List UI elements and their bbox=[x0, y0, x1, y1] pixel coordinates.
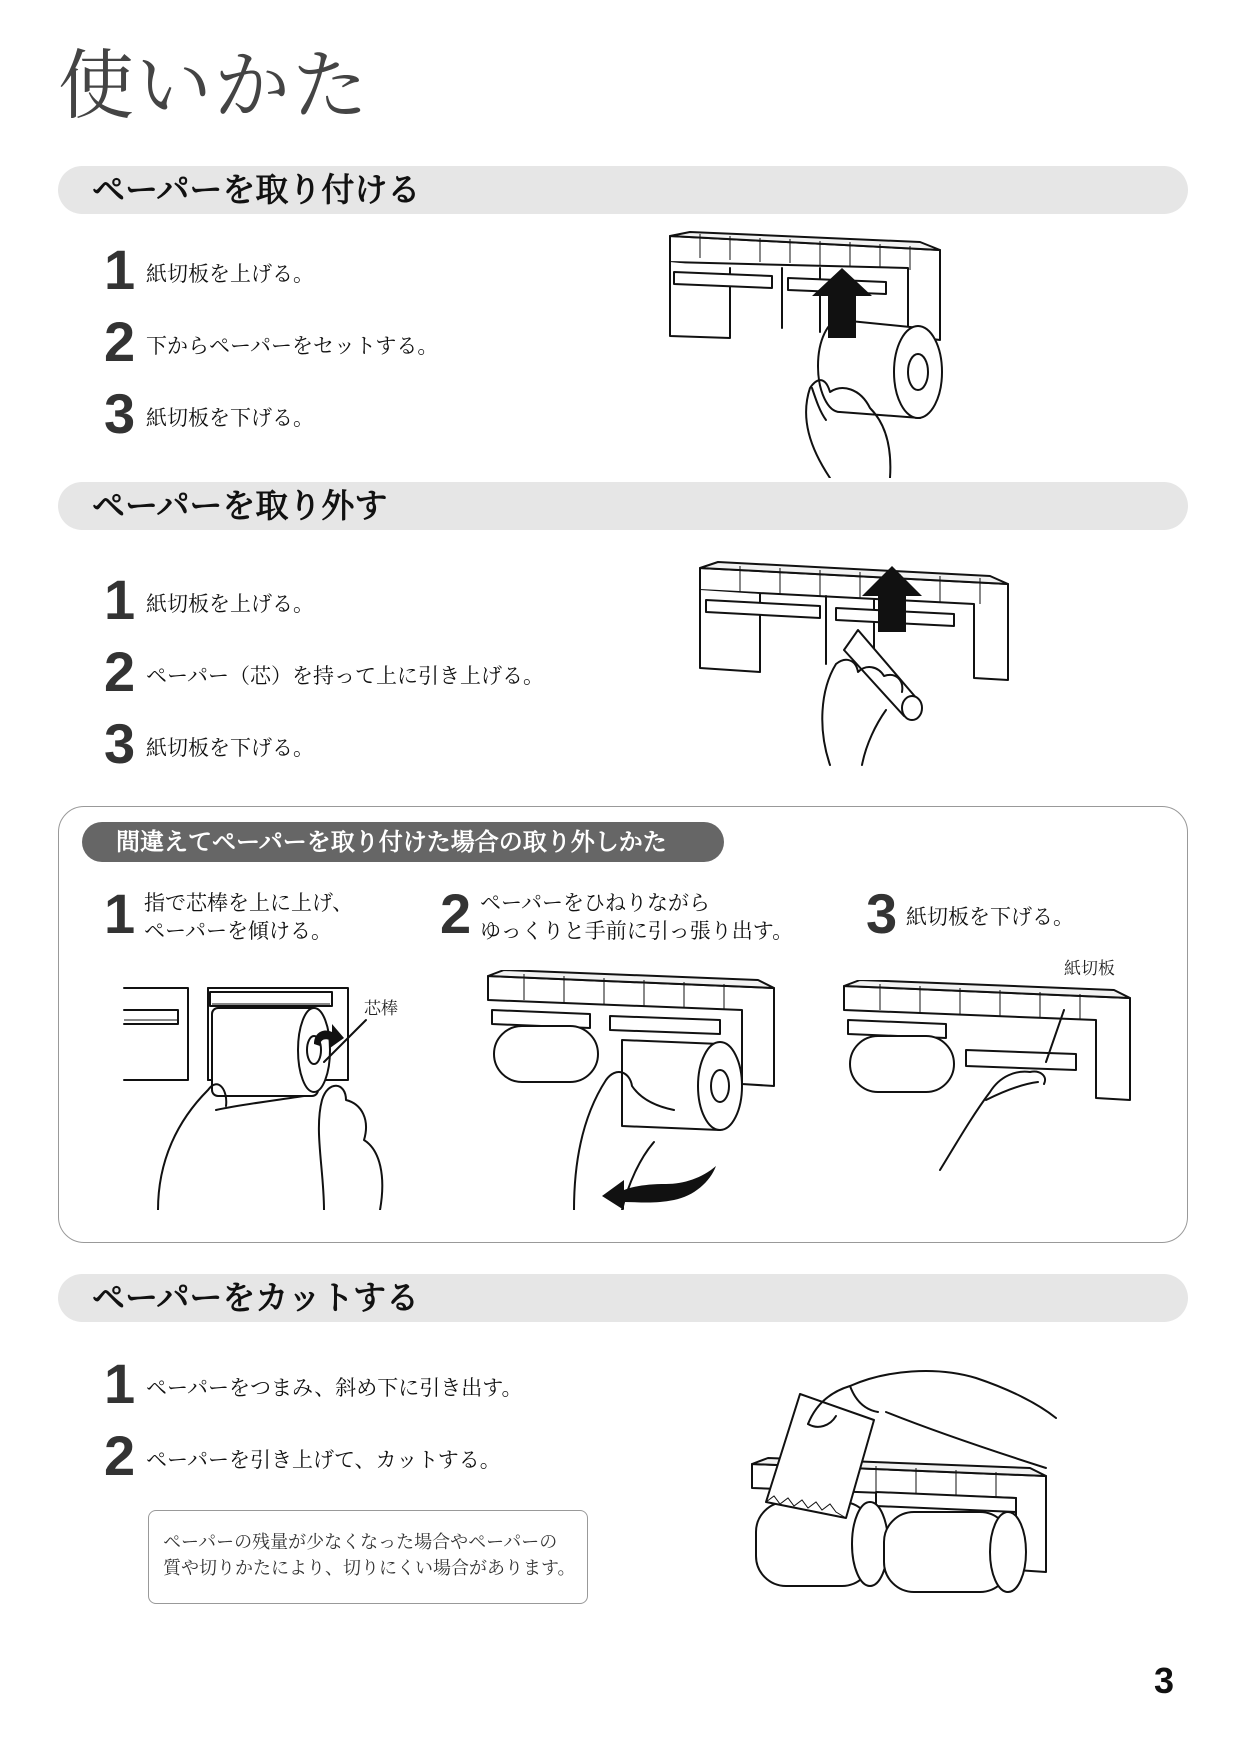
step-text: 紙切板を上げる。 bbox=[146, 262, 314, 286]
step-text-line1: ペーパーをひねりながら bbox=[480, 891, 710, 915]
callout-core-rod: 芯棒 bbox=[364, 999, 398, 1019]
illustration-mistake-1 bbox=[118, 980, 408, 1210]
page-number: 3 bbox=[1154, 1660, 1175, 1701]
illustration-mistake-3 bbox=[840, 980, 1140, 1176]
step-number: 3 bbox=[104, 382, 136, 445]
step-text-line1: 紙切板を下げる。 bbox=[906, 905, 1074, 929]
step-number: 1 bbox=[104, 568, 136, 631]
step-number: 3 bbox=[866, 882, 898, 945]
step-text-line2: ペーパーを傾ける。 bbox=[144, 919, 332, 943]
mistake-heading-tag bbox=[82, 822, 724, 862]
step-number: 2 bbox=[104, 1424, 136, 1487]
step-number: 2 bbox=[104, 640, 136, 703]
section-header-remove bbox=[58, 482, 1188, 530]
section-heading-remove: ペーパーを取り外す bbox=[92, 486, 388, 525]
step-text: 紙切板を下げる。 bbox=[146, 406, 314, 430]
illustration-remove bbox=[690, 560, 1030, 770]
step-text: 紙切板を上げる。 bbox=[146, 592, 314, 616]
note-line1: ペーパーの残量が少なくなった場合やペーパーの bbox=[163, 1532, 558, 1553]
illustration-mistake-2 bbox=[484, 970, 790, 1210]
section-header-cut bbox=[58, 1274, 1188, 1322]
step-number: 2 bbox=[440, 882, 472, 945]
illustration-install bbox=[660, 228, 1000, 478]
section-heading-mistake: 間違えてペーパーを取り付けた場合の取り外しかた bbox=[116, 828, 667, 856]
note-line2: 質や切りかたにより、切りにくい場合があります。 bbox=[163, 1558, 576, 1579]
step-number: 1 bbox=[104, 1352, 136, 1415]
step-text-line2: ゆっくりと手前に引っ張り出す。 bbox=[480, 919, 794, 943]
page-title: 使いかた bbox=[58, 41, 370, 130]
step-text: ペーパーを引き上げて、カットする。 bbox=[146, 1448, 501, 1472]
step-text: ペーパーをつまみ、斜め下に引き出す。 bbox=[146, 1376, 523, 1400]
step-text: 下からペーパーをセットする。 bbox=[146, 334, 439, 358]
section-heading-cut: ペーパーをカットする bbox=[92, 1278, 420, 1317]
callout-cutter-plate: 紙切板 bbox=[1064, 959, 1115, 979]
illustration-cut bbox=[746, 1352, 1062, 1602]
step-text: ペーパー（芯）を持って上に引き上げる。 bbox=[146, 664, 544, 688]
section-heading-install: ペーパーを取り付ける bbox=[92, 170, 421, 209]
step-number: 3 bbox=[104, 712, 136, 775]
step-text: 紙切板を下げる。 bbox=[146, 736, 314, 760]
step-number: 1 bbox=[104, 238, 136, 301]
note-box bbox=[148, 1510, 588, 1604]
step-number: 1 bbox=[104, 882, 136, 945]
step-text-line1: 指で芯棒を上に上げ、 bbox=[144, 891, 354, 915]
step-number: 2 bbox=[104, 310, 136, 373]
section-header-install bbox=[58, 166, 1188, 214]
